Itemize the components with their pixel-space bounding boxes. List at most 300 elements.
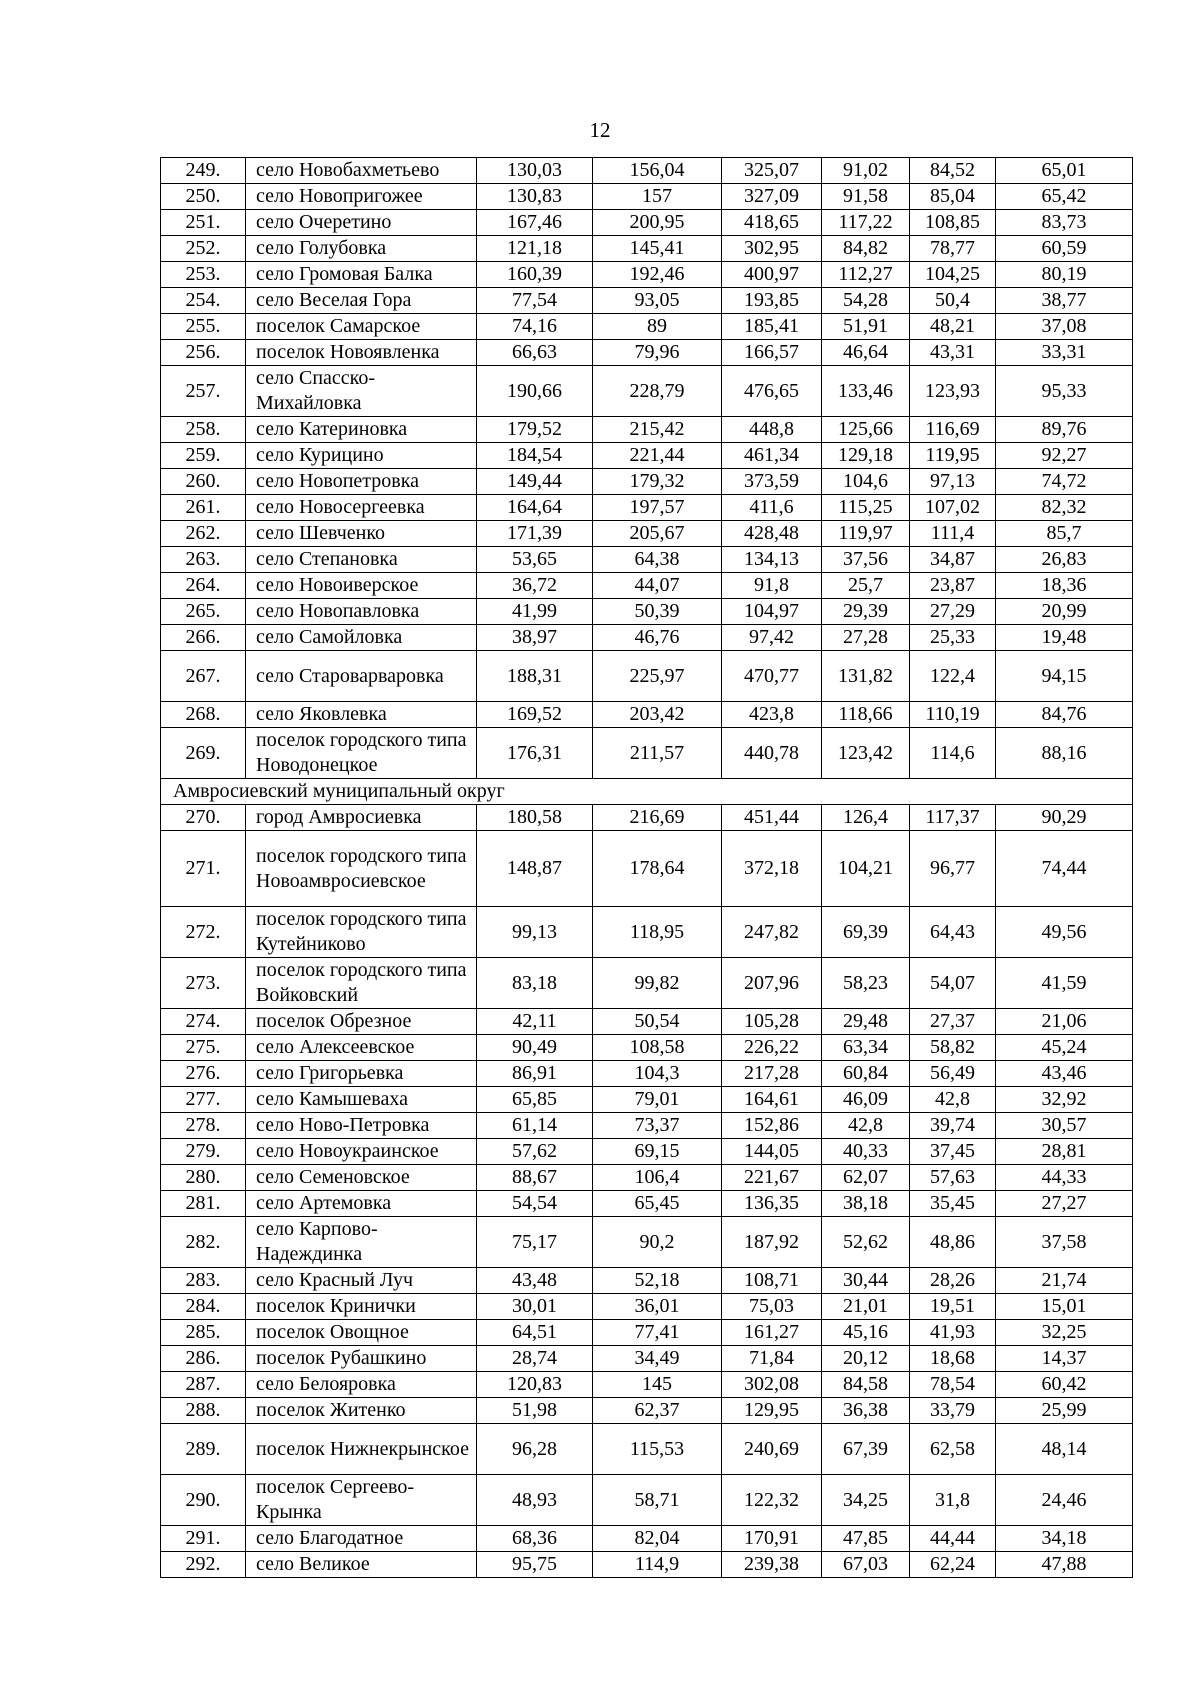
value-cell: 67,03 xyxy=(822,1552,910,1578)
value-cell: 48,86 xyxy=(910,1217,996,1268)
value-cell: 211,57 xyxy=(593,728,722,779)
value-cell: 108,85 xyxy=(910,210,996,236)
row-number: 288. xyxy=(161,1398,246,1424)
page-number: 12 xyxy=(589,118,611,142)
table-row xyxy=(161,1217,1133,1268)
value-cell: 69,39 xyxy=(822,907,910,958)
value-cell: 119,97 xyxy=(822,521,910,547)
value-cell: 19,48 xyxy=(996,625,1133,651)
value-cell: 62,58 xyxy=(910,1424,996,1475)
value-cell: 32,25 xyxy=(996,1320,1133,1346)
row-number: 254. xyxy=(161,288,246,314)
value-cell: 84,76 xyxy=(996,702,1133,728)
settlement-name: поселок Кринички xyxy=(246,1294,477,1320)
value-cell: 54,07 xyxy=(910,958,996,1009)
value-cell: 56,49 xyxy=(910,1061,996,1087)
row-number: 267. xyxy=(161,651,246,702)
value-cell: 46,64 xyxy=(822,340,910,366)
value-cell: 37,08 xyxy=(996,314,1133,340)
table-row xyxy=(161,958,1133,1009)
value-cell: 67,39 xyxy=(822,1424,910,1475)
table-row xyxy=(161,907,1133,958)
settlement-name: село Артемовка xyxy=(246,1191,477,1217)
value-cell: 71,84 xyxy=(722,1346,822,1372)
table-row xyxy=(161,495,1133,521)
settlement-name: поселок Рубашкино xyxy=(246,1346,477,1372)
value-cell: 188,31 xyxy=(477,651,593,702)
value-cell: 39,74 xyxy=(910,1113,996,1139)
value-cell: 65,42 xyxy=(996,184,1133,210)
value-cell: 64,43 xyxy=(910,907,996,958)
value-cell: 184,54 xyxy=(477,443,593,469)
value-cell: 160,39 xyxy=(477,262,593,288)
value-cell: 62,24 xyxy=(910,1552,996,1578)
value-cell: 68,36 xyxy=(477,1526,593,1552)
value-cell: 114,6 xyxy=(910,728,996,779)
value-cell: 78,77 xyxy=(910,236,996,262)
settlement-name: село Веселая Гора xyxy=(246,288,477,314)
value-cell: 48,93 xyxy=(477,1475,593,1526)
value-cell: 207,96 xyxy=(722,958,822,1009)
value-cell: 108,58 xyxy=(593,1035,722,1061)
row-number: 279. xyxy=(161,1139,246,1165)
table-row xyxy=(161,1139,1133,1165)
value-cell: 112,27 xyxy=(822,262,910,288)
settlement-name: село Новоиверское xyxy=(246,573,477,599)
value-cell: 38,18 xyxy=(822,1191,910,1217)
settlement-name: село Очеретино xyxy=(246,210,477,236)
table-row xyxy=(161,1268,1133,1294)
value-cell: 57,63 xyxy=(910,1165,996,1191)
settlement-name: село Новоукраинское xyxy=(246,1139,477,1165)
value-cell: 48,21 xyxy=(910,314,996,340)
value-cell: 226,22 xyxy=(722,1035,822,1061)
value-cell: 27,29 xyxy=(910,599,996,625)
table-row xyxy=(161,1424,1133,1475)
settlement-name: поселок Новоявленка xyxy=(246,340,477,366)
table-row xyxy=(161,288,1133,314)
value-cell: 91,8 xyxy=(722,573,822,599)
table-row xyxy=(161,236,1133,262)
row-number: 274. xyxy=(161,1009,246,1035)
value-cell: 58,71 xyxy=(593,1475,722,1526)
value-cell: 156,04 xyxy=(593,158,722,184)
table-row xyxy=(161,1009,1133,1035)
value-cell: 85,7 xyxy=(996,521,1133,547)
value-cell: 20,99 xyxy=(996,599,1133,625)
value-cell: 82,04 xyxy=(593,1526,722,1552)
settlement-name: поселок Самарское xyxy=(246,314,477,340)
table-row xyxy=(161,1372,1133,1398)
settlement-name: село Алексеевское xyxy=(246,1035,477,1061)
table-row xyxy=(161,262,1133,288)
table-row xyxy=(161,728,1133,779)
value-cell: 30,57 xyxy=(996,1113,1133,1139)
settlement-name: село Белояровка xyxy=(246,1372,477,1398)
settlement-name: село Великое xyxy=(246,1552,477,1578)
value-cell: 84,82 xyxy=(822,236,910,262)
value-cell: 476,65 xyxy=(722,366,822,417)
settlement-name: село Григорьевка xyxy=(246,1061,477,1087)
settlement-name: поселок Житенко xyxy=(246,1398,477,1424)
value-cell: 54,28 xyxy=(822,288,910,314)
value-cell: 134,13 xyxy=(722,547,822,573)
value-cell: 47,85 xyxy=(822,1526,910,1552)
row-number: 287. xyxy=(161,1372,246,1398)
value-cell: 37,58 xyxy=(996,1217,1133,1268)
table-row xyxy=(161,547,1133,573)
value-cell: 122,32 xyxy=(722,1475,822,1526)
value-cell: 217,28 xyxy=(722,1061,822,1087)
value-cell: 34,49 xyxy=(593,1346,722,1372)
settlement-name: поселок городского типа Новоамвросиевское xyxy=(246,831,477,907)
value-cell: 116,69 xyxy=(910,417,996,443)
settlement-name: село Степановка xyxy=(246,547,477,573)
table-row xyxy=(161,340,1133,366)
value-cell: 193,85 xyxy=(722,288,822,314)
value-cell: 86,91 xyxy=(477,1061,593,1087)
row-number: 270. xyxy=(161,805,246,831)
value-cell: 114,9 xyxy=(593,1552,722,1578)
value-cell: 470,77 xyxy=(722,651,822,702)
value-cell: 161,27 xyxy=(722,1320,822,1346)
value-cell: 82,32 xyxy=(996,495,1133,521)
value-cell: 52,62 xyxy=(822,1217,910,1268)
table-row xyxy=(161,1475,1133,1526)
table-row xyxy=(161,651,1133,702)
value-cell: 26,83 xyxy=(996,547,1133,573)
value-cell: 36,38 xyxy=(822,1398,910,1424)
value-cell: 145,41 xyxy=(593,236,722,262)
value-cell: 110,19 xyxy=(910,702,996,728)
table-row xyxy=(161,1552,1133,1578)
value-cell: 28,26 xyxy=(910,1268,996,1294)
value-cell: 28,81 xyxy=(996,1139,1133,1165)
row-number: 266. xyxy=(161,625,246,651)
settlement-name: село Новобахметьево xyxy=(246,158,477,184)
value-cell: 115,53 xyxy=(593,1424,722,1475)
value-cell: 85,04 xyxy=(910,184,996,210)
row-number: 292. xyxy=(161,1552,246,1578)
value-cell: 166,57 xyxy=(722,340,822,366)
value-cell: 50,4 xyxy=(910,288,996,314)
value-cell: 60,59 xyxy=(996,236,1133,262)
value-cell: 65,01 xyxy=(996,158,1133,184)
value-cell: 43,46 xyxy=(996,1061,1133,1087)
value-cell: 117,22 xyxy=(822,210,910,236)
row-number: 255. xyxy=(161,314,246,340)
value-cell: 27,37 xyxy=(910,1009,996,1035)
value-cell: 120,83 xyxy=(477,1372,593,1398)
row-number: 252. xyxy=(161,236,246,262)
value-cell: 60,84 xyxy=(822,1061,910,1087)
value-cell: 54,54 xyxy=(477,1191,593,1217)
value-cell: 302,08 xyxy=(722,1372,822,1398)
value-cell: 90,49 xyxy=(477,1035,593,1061)
value-cell: 228,79 xyxy=(593,366,722,417)
value-cell: 104,97 xyxy=(722,599,822,625)
value-cell: 77,41 xyxy=(593,1320,722,1346)
value-cell: 50,54 xyxy=(593,1009,722,1035)
settlement-name: село Новосергеевка xyxy=(246,495,477,521)
row-number: 271. xyxy=(161,831,246,907)
row-number: 261. xyxy=(161,495,246,521)
value-cell: 58,82 xyxy=(910,1035,996,1061)
value-cell: 77,54 xyxy=(477,288,593,314)
value-cell: 164,64 xyxy=(477,495,593,521)
value-cell: 44,44 xyxy=(910,1526,996,1552)
value-cell: 21,74 xyxy=(996,1268,1133,1294)
settlement-name: село Красный Луч xyxy=(246,1268,477,1294)
value-cell: 74,44 xyxy=(996,831,1133,907)
table-row xyxy=(161,1113,1133,1139)
value-cell: 325,07 xyxy=(722,158,822,184)
value-cell: 23,87 xyxy=(910,573,996,599)
value-cell: 47,88 xyxy=(996,1552,1133,1578)
value-cell: 34,18 xyxy=(996,1526,1133,1552)
value-cell: 106,4 xyxy=(593,1165,722,1191)
value-cell: 15,01 xyxy=(996,1294,1133,1320)
settlement-name: село Курицино xyxy=(246,443,477,469)
value-cell: 41,59 xyxy=(996,958,1133,1009)
value-cell: 164,61 xyxy=(722,1087,822,1113)
value-cell: 99,82 xyxy=(593,958,722,1009)
value-cell: 75,03 xyxy=(722,1294,822,1320)
value-cell: 34,25 xyxy=(822,1475,910,1526)
value-cell: 144,05 xyxy=(722,1139,822,1165)
value-cell: 111,4 xyxy=(910,521,996,547)
value-cell: 203,42 xyxy=(593,702,722,728)
value-cell: 14,37 xyxy=(996,1346,1133,1372)
value-cell: 152,86 xyxy=(722,1113,822,1139)
value-cell: 126,4 xyxy=(822,805,910,831)
value-cell: 171,39 xyxy=(477,521,593,547)
value-cell: 247,82 xyxy=(722,907,822,958)
row-number: 285. xyxy=(161,1320,246,1346)
table-row xyxy=(161,158,1133,184)
value-cell: 21,01 xyxy=(822,1294,910,1320)
value-cell: 327,09 xyxy=(722,184,822,210)
value-cell: 46,76 xyxy=(593,625,722,651)
value-cell: 61,14 xyxy=(477,1113,593,1139)
table-row xyxy=(161,805,1133,831)
value-cell: 118,66 xyxy=(822,702,910,728)
value-cell: 63,34 xyxy=(822,1035,910,1061)
value-cell: 27,27 xyxy=(996,1191,1133,1217)
value-cell: 45,24 xyxy=(996,1035,1133,1061)
value-cell: 27,28 xyxy=(822,625,910,651)
row-number: 276. xyxy=(161,1061,246,1087)
table-row xyxy=(161,443,1133,469)
value-cell: 90,29 xyxy=(996,805,1133,831)
row-number: 272. xyxy=(161,907,246,958)
value-cell: 79,01 xyxy=(593,1087,722,1113)
value-cell: 145 xyxy=(593,1372,722,1398)
settlement-name: поселок Овощное xyxy=(246,1320,477,1346)
value-cell: 65,45 xyxy=(593,1191,722,1217)
value-cell: 105,28 xyxy=(722,1009,822,1035)
value-cell: 157 xyxy=(593,184,722,210)
value-cell: 49,56 xyxy=(996,907,1133,958)
value-cell: 46,09 xyxy=(822,1087,910,1113)
value-cell: 115,25 xyxy=(822,495,910,521)
settlement-name: село Новопетровка xyxy=(246,469,477,495)
row-number: 291. xyxy=(161,1526,246,1552)
settlement-name: село Ново-Петровка xyxy=(246,1113,477,1139)
value-cell: 200,95 xyxy=(593,210,722,236)
value-cell: 180,58 xyxy=(477,805,593,831)
value-cell: 44,07 xyxy=(593,573,722,599)
value-cell: 84,52 xyxy=(910,158,996,184)
value-cell: 148,87 xyxy=(477,831,593,907)
settlement-name: город Амвросиевка xyxy=(246,805,477,831)
value-cell: 51,98 xyxy=(477,1398,593,1424)
value-cell: 25,99 xyxy=(996,1398,1133,1424)
row-number: 269. xyxy=(161,728,246,779)
table-row xyxy=(161,702,1133,728)
table-row xyxy=(161,1165,1133,1191)
value-cell: 97,13 xyxy=(910,469,996,495)
settlement-name: село Карпово-Надеждинка xyxy=(246,1217,477,1268)
settlement-name: село Громовая Балка xyxy=(246,262,477,288)
value-cell: 461,34 xyxy=(722,443,822,469)
settlement-name: село Катериновка xyxy=(246,417,477,443)
value-cell: 74,72 xyxy=(996,469,1133,495)
value-cell: 53,65 xyxy=(477,547,593,573)
value-cell: 73,37 xyxy=(593,1113,722,1139)
value-cell: 88,67 xyxy=(477,1165,593,1191)
row-number: 283. xyxy=(161,1268,246,1294)
table-row xyxy=(161,1526,1133,1552)
value-cell: 64,38 xyxy=(593,547,722,573)
value-cell: 74,16 xyxy=(477,314,593,340)
value-cell: 34,87 xyxy=(910,547,996,573)
row-number: 268. xyxy=(161,702,246,728)
value-cell: 36,01 xyxy=(593,1294,722,1320)
value-cell: 179,32 xyxy=(593,469,722,495)
value-cell: 240,69 xyxy=(722,1424,822,1475)
table-row xyxy=(161,1061,1133,1087)
settlement-name: село Новопригожее xyxy=(246,184,477,210)
value-cell: 62,07 xyxy=(822,1165,910,1191)
value-cell: 169,52 xyxy=(477,702,593,728)
value-cell: 197,57 xyxy=(593,495,722,521)
settlement-name: поселок городского типа Новодонецкое xyxy=(246,728,477,779)
table-row xyxy=(161,469,1133,495)
value-cell: 42,11 xyxy=(477,1009,593,1035)
row-number: 250. xyxy=(161,184,246,210)
value-cell: 129,18 xyxy=(822,443,910,469)
value-cell: 24,46 xyxy=(996,1475,1133,1526)
value-cell: 149,44 xyxy=(477,469,593,495)
value-cell: 221,44 xyxy=(593,443,722,469)
value-cell: 89 xyxy=(593,314,722,340)
row-number: 263. xyxy=(161,547,246,573)
value-cell: 97,42 xyxy=(722,625,822,651)
value-cell: 167,46 xyxy=(477,210,593,236)
row-number: 275. xyxy=(161,1035,246,1061)
table-row xyxy=(161,1087,1133,1113)
value-cell: 373,59 xyxy=(722,469,822,495)
value-cell: 69,15 xyxy=(593,1139,722,1165)
value-cell: 170,91 xyxy=(722,1526,822,1552)
table-row xyxy=(161,1398,1133,1424)
value-cell: 41,93 xyxy=(910,1320,996,1346)
value-cell: 31,8 xyxy=(910,1475,996,1526)
value-cell: 125,66 xyxy=(822,417,910,443)
value-cell: 43,31 xyxy=(910,340,996,366)
value-cell: 37,56 xyxy=(822,547,910,573)
row-number: 289. xyxy=(161,1424,246,1475)
value-cell: 372,18 xyxy=(722,831,822,907)
row-number: 258. xyxy=(161,417,246,443)
settlement-name: село Спасско-Михайловка xyxy=(246,366,477,417)
value-cell: 122,4 xyxy=(910,651,996,702)
value-cell: 104,25 xyxy=(910,262,996,288)
value-cell: 411,6 xyxy=(722,495,822,521)
table-row xyxy=(161,210,1133,236)
value-cell: 104,6 xyxy=(822,469,910,495)
value-cell: 95,33 xyxy=(996,366,1133,417)
row-number: 284. xyxy=(161,1294,246,1320)
value-cell: 29,48 xyxy=(822,1009,910,1035)
settlement-name: поселок Нижнекрынское xyxy=(246,1424,477,1475)
value-cell: 178,64 xyxy=(593,831,722,907)
value-cell: 215,42 xyxy=(593,417,722,443)
row-number: 290. xyxy=(161,1475,246,1526)
value-cell: 440,78 xyxy=(722,728,822,779)
section-title: Амвросиевский муниципальный округ xyxy=(161,779,1133,805)
row-number: 249. xyxy=(161,158,246,184)
value-cell: 192,46 xyxy=(593,262,722,288)
value-cell: 79,96 xyxy=(593,340,722,366)
value-cell: 130,03 xyxy=(477,158,593,184)
value-cell: 25,7 xyxy=(822,573,910,599)
value-cell: 96,77 xyxy=(910,831,996,907)
row-number: 264. xyxy=(161,573,246,599)
value-cell: 118,95 xyxy=(593,907,722,958)
value-cell: 104,21 xyxy=(822,831,910,907)
value-cell: 239,38 xyxy=(722,1552,822,1578)
value-cell: 38,77 xyxy=(996,288,1133,314)
value-cell: 75,17 xyxy=(477,1217,593,1268)
row-number: 273. xyxy=(161,958,246,1009)
value-cell: 129,95 xyxy=(722,1398,822,1424)
value-cell: 42,8 xyxy=(910,1087,996,1113)
value-cell: 302,95 xyxy=(722,236,822,262)
value-cell: 133,46 xyxy=(822,366,910,417)
value-cell: 45,16 xyxy=(822,1320,910,1346)
section-header-row xyxy=(161,779,1133,805)
value-cell: 400,97 xyxy=(722,262,822,288)
value-cell: 48,14 xyxy=(996,1424,1133,1475)
value-cell: 33,31 xyxy=(996,340,1133,366)
settlement-name: поселок Сергеево-Крынка xyxy=(246,1475,477,1526)
value-cell: 93,05 xyxy=(593,288,722,314)
value-cell: 179,52 xyxy=(477,417,593,443)
table-row xyxy=(161,366,1133,417)
row-number: 282. xyxy=(161,1217,246,1268)
table-row xyxy=(161,625,1133,651)
value-cell: 62,37 xyxy=(593,1398,722,1424)
value-cell: 60,42 xyxy=(996,1372,1133,1398)
settlement-name: село Новопавловка xyxy=(246,599,477,625)
value-cell: 44,33 xyxy=(996,1165,1133,1191)
value-cell: 51,91 xyxy=(822,314,910,340)
value-cell: 94,15 xyxy=(996,651,1133,702)
value-cell: 21,06 xyxy=(996,1009,1133,1035)
table-row xyxy=(161,521,1133,547)
